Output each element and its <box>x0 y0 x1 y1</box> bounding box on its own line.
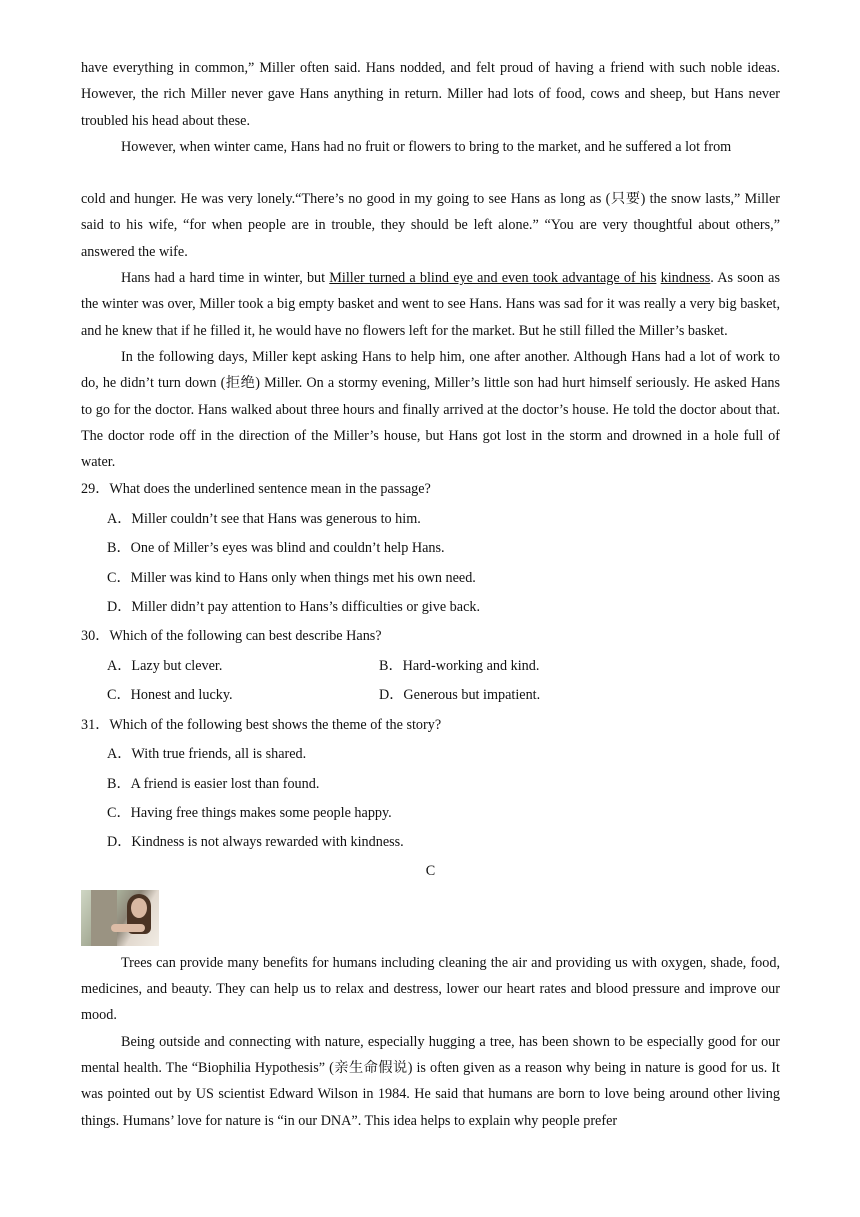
document-page <box>81 55 780 1134</box>
arm <box>111 924 145 932</box>
option-c: C．Having free things makes some people happy. <box>107 804 392 821</box>
option-a: A．Miller couldn’t see that Hans was generous to him. <box>107 510 421 527</box>
question-29 <box>81 475 780 622</box>
underlined-sentence: Miller turned a blind eye and even took advantage of his <box>329 270 657 287</box>
option-d: D．Kindness is not always rewarded with kindness. <box>107 834 404 851</box>
option-b: B．One of Miller’s eyes was blind and couldn’t help Hans. <box>107 540 445 557</box>
question-stem: 31．Which of the following best shows the theme of the story? <box>81 716 442 733</box>
passage-c <box>81 858 780 1134</box>
option-row <box>81 652 780 681</box>
option-a: A．With true friends, all is shared. <box>107 746 307 763</box>
option-row <box>81 681 780 710</box>
paragraph: have everything in common,” Miller often said. Hans nodded, and felt proud of having a friend with such noble ideas. However, the rich Miller never gave Hans anything in return. Miller had lots of food, cows and sheep, but Hans never troubled his head about these. <box>81 60 780 129</box>
paragraph: Being outside and connecting with nature, especially hugging a tree, has been shown to be especially good for our mental health. The “Biophilia Hypothesis” (亲生命假说) is often given as a reason why being in nature is good for us. It was pointed out by US scientist Edward Wilson in 1984. He said that humans are born to love being around other living things. Humans’ love for nature is “in our DNA”. This idea helps to explain why people prefer <box>81 1033 780 1129</box>
tree-hugging-photo <box>81 890 159 946</box>
option-d: D．Generous but impatient. <box>379 687 541 704</box>
passage-b <box>81 55 780 475</box>
option-d: D．Miller didn’t pay attention to Hans’s difficulties or give back. <box>107 599 481 616</box>
paragraph: Trees can provide many benefits for humans including cleaning the air and providing us with oxygen, shade, food, medicines, and beauty. They can help us to relax and destress, lower our heart rates and blood pressure and improve our mood. <box>81 954 780 1024</box>
underlined-word: kindness <box>660 270 711 287</box>
paragraph: In the following days, Miller kept asking Hans to help him, one after another. Although Hans had a lot of work to do, he didn’t turn down (拒绝) Miller. On a stormy evening, Miller’s little son had hurt himself seriously. He asked Hans to go for the doctor. Hans walked about three hours and finally arrived at the doctor’s house. He told the doctor about that. The doctor rode off in the direction of the Miller’s house, but Hans got lost in the storm and drowned in a hole full of water. <box>81 348 780 471</box>
question-stem: 29．What does the underlined sentence mean in the passage? <box>81 481 431 498</box>
text: . As soon as the winter was over, Miller took a big empty basket and went to see Hans. Hans was sad for it was really a very big basket, and he knew that if he filled it, he would have no flowers left for the market. But he still filled the Miller’s basket. <box>81 270 781 339</box>
question-31 <box>81 711 780 858</box>
option-b: B．A friend is easier lost than found. <box>107 775 320 792</box>
paragraph: cold and hunger. He was very lonely.“There’s no good in my going to see Hans as long as (只要) the snow lasts,” Miller said to his wife, “for when people are in trouble, they should be left alone.” “You are very thoughtful about others,” answered the wife. <box>81 191 780 260</box>
question-stem: 30．Which of the following can best describe Hans? <box>81 628 382 645</box>
paragraph: However, when winter came, Hans had no fruit or flowers to bring to the market, and he suffered a lot from <box>121 138 732 155</box>
face <box>131 898 147 918</box>
option-c: C．Honest and lucky. <box>107 687 233 704</box>
paragraph-with-underline <box>81 265 780 344</box>
text: Hans had a hard time in winter, but <box>121 270 330 287</box>
option-c: C．Miller was kind to Hans only when things met his own need. <box>107 569 476 586</box>
option-b: B．Hard-working and kind. <box>379 657 540 674</box>
section-label: C <box>425 862 436 879</box>
blank-line <box>81 160 780 186</box>
question-30 <box>81 622 780 710</box>
tree-trunk <box>91 890 117 946</box>
option-a: A．Lazy but clever. <box>107 657 223 674</box>
